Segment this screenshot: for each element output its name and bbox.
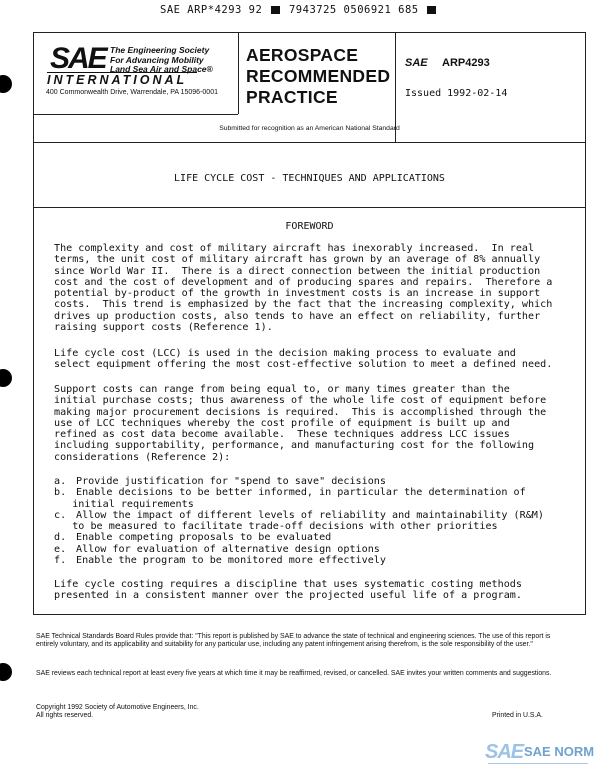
foreword-heading: FOREWORD: [285, 221, 334, 232]
copyright: Copyright 1992 Society of Automotive Engineers, Inc.: [36, 704, 199, 711]
watermark-rule: [488, 763, 588, 764]
list-item: e. Allow for evaluation of alternative design options: [54, 543, 380, 555]
punch-hole: [0, 75, 12, 93]
header-divider: [33, 142, 586, 143]
watermark-logo: SAE: [485, 741, 524, 763]
header-vertical-rule: [238, 32, 239, 114]
sae-logo: SAE: [50, 42, 106, 75]
barcode-block: [427, 6, 436, 14]
tsb-rules-note: SAE Technical Standards Board Rules provide that: "This report is published by SAE to advance the state of technical and engineering sciences. The use of this report is entirely voluntary, and its applicability and suitability for any particular use, including any patent infringement arising therefrom, is the sole responsibility of the user.": [36, 633, 551, 649]
review-note: SAE reviews each technical report at least every five years at which time it may be reaffirmed, revised, or cancelled. SAE invites your written comments and suggestions.: [36, 670, 552, 677]
doc-type-line: AEROSPACE: [246, 45, 359, 65]
barcode-block: [271, 6, 280, 14]
list-item: a. Provide justification for "spend to save" decisions: [54, 476, 386, 487]
list-item: b. Enable decisions to be better informed, in particular the determination of initial requirements: [54, 487, 526, 510]
doc-type-line: RECOMMENDED: [246, 66, 391, 86]
printed-in: Printed in U.S.A.: [492, 712, 543, 719]
list-item: d. Enable competing proposals to be evaluated: [54, 532, 332, 544]
closing-paragraph: Life cycle costing requires a discipline that uses systematic costing methods presented in a consistent manner over the projected useful life of a program.: [54, 579, 522, 602]
document-type: [246, 45, 390, 108]
sae-tagline: [110, 46, 220, 75]
issue-date: Issued 1992-02-14: [405, 88, 508, 99]
tagline-line: The Engineering Society: [110, 45, 210, 55]
submitted-note: Submitted for recognition as an American National Standard: [219, 125, 400, 132]
tagline-line: Land Sea Air and Space: [110, 64, 207, 74]
foreword-paragraph: The complexity and cost of military aircraft has inexorably increased. In real terms, the unit cost of military aircraft has grown by an average of 8% annually since World War II. There is a direct connection between the initial production cost and the cost of development and of producing spares and repairs. Therefore a potential by-product of the growth in investment costs is an increase in support costs. This trend is emphasized by the fact that the increasing complexity, which drives up production costs, also tends to have an effect on reliability, further raising support costs (Reference 1).: [54, 243, 553, 334]
logo-box-bottom: [33, 114, 238, 115]
registered-mark: ®: [206, 64, 213, 74]
sae-address: 400 Commonwealth Drive, Warrendale, PA 15096-0001: [46, 89, 218, 96]
title-divider: [33, 207, 586, 208]
sae-international-label: INTERNATIONAL: [47, 73, 188, 87]
code-right: 7943725 0506921 685: [288, 4, 419, 16]
list-item: f. Enable the program to be monitored more effectively: [54, 555, 386, 567]
list-item: c. Allow the impact of different levels of reliability and maintainability (R&M) to be measured to facilitate trade-off decisions with other priorities: [54, 509, 544, 533]
doc-type-line: PRACTICE: [246, 87, 338, 107]
punch-hole: [0, 369, 12, 387]
considerations-list: [54, 476, 544, 566]
document-code-line: [160, 4, 438, 16]
sae-small-logo: SAE: [405, 57, 428, 69]
document-number: ARP4293: [442, 57, 490, 69]
document-title: LIFE CYCLE COST - TECHNIQUES AND APPLICATIONS: [174, 173, 445, 184]
rights-reserved: All rights reserved.: [36, 712, 94, 719]
foreword-paragraph: Life cycle cost (LCC) is used in the decision making process to evaluate and select equipment offering the most cost-effective solution to meet a defined need.: [54, 348, 553, 371]
code-left: SAE ARP*4293 92: [160, 4, 263, 16]
tagline-line: For Advancing Mobility: [110, 54, 204, 65]
watermark-text: SAE NORM: [524, 744, 595, 759]
foreword-paragraph: Support costs can range from being equal to, or many times greater than the initial purchase costs; thus awareness of the whole life cost of equipment before making major procurement decisions is required. This is accomplished through the use of LCC techniques whereby the cost profile of equipment is built up and refined as cost data become available. These techniques address LCC issues including supportability, performance, and manufacturing cost for the following considerations (Reference 2):: [54, 384, 547, 463]
punch-hole: [0, 663, 12, 681]
